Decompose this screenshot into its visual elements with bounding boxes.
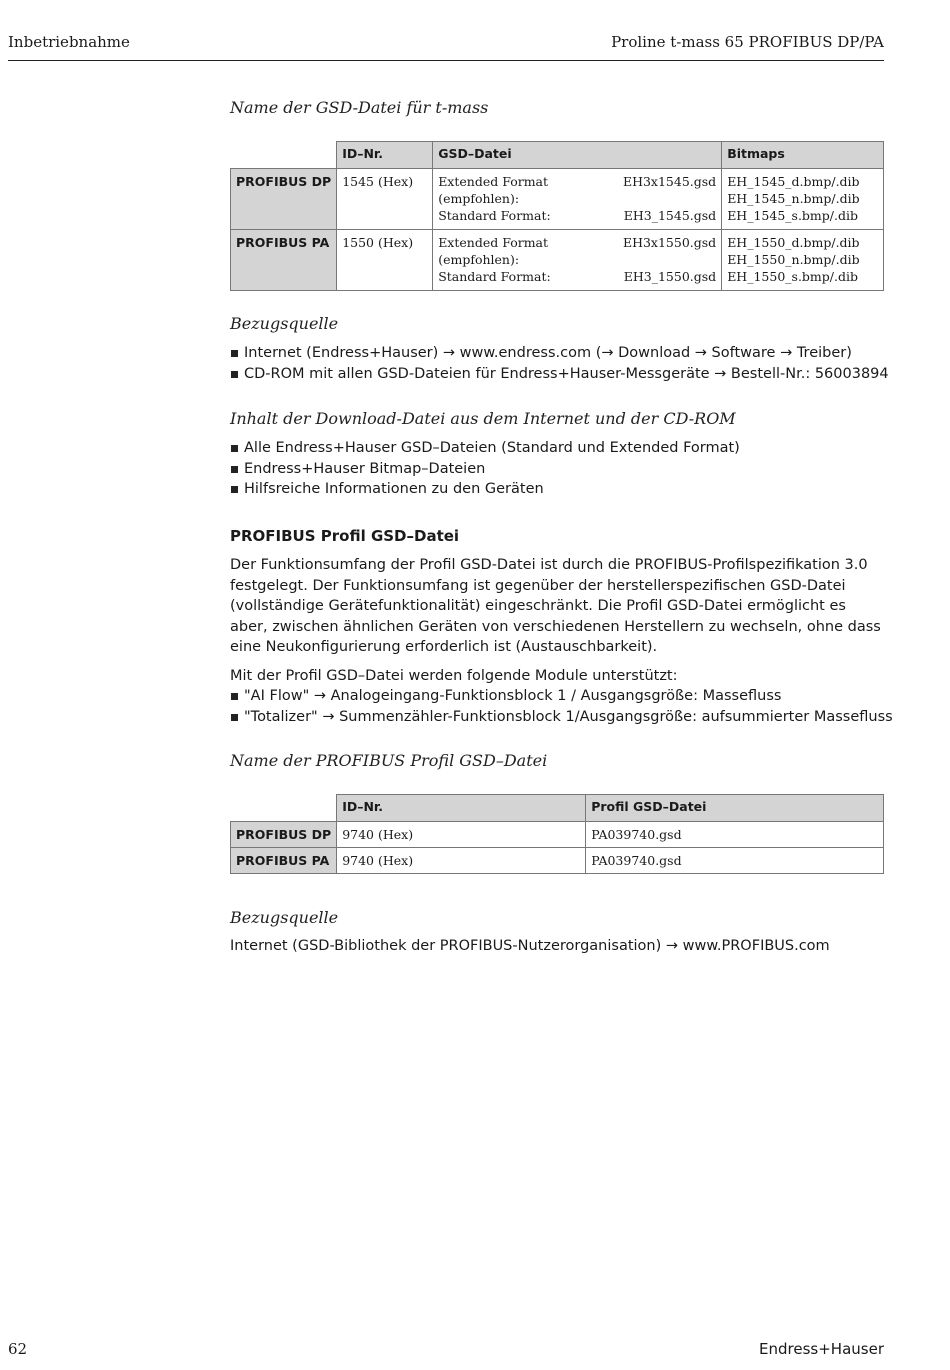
header-divider bbox=[8, 60, 884, 61]
column-header: GSD–Datei bbox=[433, 142, 722, 169]
list-item: Endress+Hauser Bitmap–Dateien bbox=[230, 459, 740, 480]
file-name: EH3_1550.gsd bbox=[623, 269, 717, 284]
module-list bbox=[230, 686, 893, 727]
format-label: Standard Format: bbox=[438, 208, 551, 223]
module-intro: Mit der Profil GSD–Datei werden folgende Module unterstützt: bbox=[230, 668, 678, 684]
source-caption: Bezugsquelle bbox=[230, 908, 339, 927]
bitmap-file: EH_1550_n.bmp/.dib bbox=[727, 252, 860, 267]
column-header: ID–Nr. bbox=[337, 142, 433, 169]
file-cell: PA039740.gsd bbox=[586, 822, 884, 848]
bitmaps-cell bbox=[722, 230, 884, 291]
file-name: EH3x1545.gsd bbox=[622, 174, 717, 189]
row-header: PROFIBUS DP bbox=[231, 822, 337, 848]
bitmap-file: EH_1545_d.bmp/.dib bbox=[727, 174, 860, 189]
list-item: Internet (Endress+Hauser) → www.endress.com (→ Download → Software → Treiber) bbox=[230, 343, 889, 364]
download-content-list bbox=[230, 438, 740, 500]
list-item: "AI Flow" → Analogeingang-Funktionsblock 1 / Ausgangsgröße: Massefluss bbox=[230, 686, 893, 707]
column-header: ID–Nr. bbox=[337, 795, 586, 822]
file-name: EH3_1545.gsd bbox=[623, 208, 717, 223]
gsd-file-cell bbox=[433, 169, 722, 230]
table-row bbox=[231, 848, 884, 874]
list-item: Alle Endress+Hauser GSD–Dateien (Standard und Extended Format) bbox=[230, 438, 740, 459]
profile-table-caption: Name der PROFIBUS Profil GSD–Datei bbox=[230, 751, 548, 770]
list-item: Hilfsreiche Informationen zu den Geräten bbox=[230, 479, 740, 500]
running-header-section: Inbetriebnahme bbox=[8, 33, 130, 51]
table-row bbox=[231, 169, 884, 230]
gsd-table-caption: Name der GSD-Datei für t-mass bbox=[230, 98, 489, 117]
table-header-row bbox=[231, 142, 884, 169]
running-header-product: Proline t-mass 65 PROFIBUS DP/PA bbox=[611, 33, 884, 51]
table-header-row bbox=[231, 795, 884, 822]
source-list bbox=[230, 343, 889, 384]
bitmap-file: EH_1545_s.bmp/.dib bbox=[727, 208, 858, 223]
format-label: Standard Format: bbox=[438, 269, 551, 284]
id-cell: 9740 (Hex) bbox=[337, 822, 586, 848]
row-header: PROFIBUS PA bbox=[231, 230, 337, 291]
id-cell: 9740 (Hex) bbox=[337, 848, 586, 874]
source-text: Internet (GSD-Bibliothek der PROFIBUS-Nutzerorganisation) → www.PROFIBUS.com bbox=[230, 938, 830, 954]
bitmap-file: EH_1550_s.bmp/.dib bbox=[727, 269, 858, 284]
section-title: PROFIBUS Profil GSD–Datei bbox=[230, 527, 460, 545]
gsd-file-cell bbox=[433, 230, 722, 291]
table-corner bbox=[231, 795, 337, 822]
id-cell: 1550 (Hex) bbox=[337, 230, 433, 291]
bitmap-file: EH_1550_d.bmp/.dib bbox=[727, 235, 860, 250]
list-item: CD-ROM mit allen GSD-Dateien für Endress+Hauser-Messgeräte → Bestell-Nr.: 56003894 bbox=[230, 364, 889, 385]
table-row bbox=[231, 822, 884, 848]
profile-gsd-table bbox=[230, 794, 884, 874]
format-label: Extended Format (empfohlen): bbox=[438, 235, 549, 267]
download-content-caption: Inhalt der Download-Datei aus dem Internet und der CD-ROM bbox=[230, 409, 736, 428]
bitmaps-cell bbox=[722, 169, 884, 230]
footer-brand: Endress+Hauser bbox=[759, 1340, 884, 1358]
id-cell: 1545 (Hex) bbox=[337, 169, 433, 230]
format-label: Extended Format (empfohlen): bbox=[438, 174, 549, 206]
table-corner bbox=[231, 142, 337, 169]
profile-description: Der Funktionsumfang der Profil GSD-Datei ist durch die PROFIBUS-Profilspezifikation 3.0 festgelegt. Der Funktionsumfang ist gegenüber der herstellerspezifischen GSD-Datei (vollständige Gerätefunktionalität) eingeschränkt. Die Profil GSD-Datei ermöglicht es aber, zwischen ähnlichen Geräten von verschiedenen Herstellern zu wechseln, ohne dass eine Neukonfigurierung erforderlich ist (Austauschbarkeit). bbox=[230, 557, 881, 655]
column-header: Bitmaps bbox=[722, 142, 884, 169]
gsd-file-table bbox=[230, 141, 884, 291]
column-header: Profil GSD–Datei bbox=[586, 795, 884, 822]
row-header: PROFIBUS PA bbox=[231, 848, 337, 874]
row-header: PROFIBUS DP bbox=[231, 169, 337, 230]
page-number: 62 bbox=[8, 1340, 28, 1358]
file-cell: PA039740.gsd bbox=[586, 848, 884, 874]
table-row bbox=[231, 230, 884, 291]
bitmap-file: EH_1545_n.bmp/.dib bbox=[727, 191, 860, 206]
list-item: "Totalizer" → Summenzähler-Funktionsblock 1/Ausgangsgröße: aufsummierter Massefluss bbox=[230, 707, 893, 728]
source-caption: Bezugsquelle bbox=[230, 314, 339, 333]
file-name: EH3x1550.gsd bbox=[622, 235, 717, 250]
